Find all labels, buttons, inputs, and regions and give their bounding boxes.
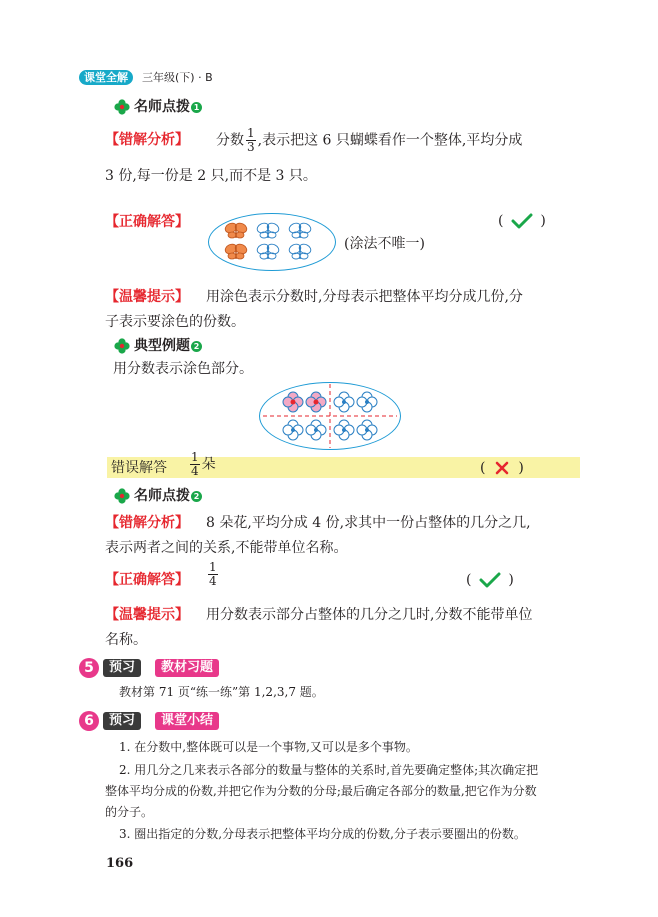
preview-tag: 预习: [103, 712, 141, 730]
section2-heading: 名师点拨 2: [134, 487, 202, 505]
section1-heading: 名师点拨 1: [134, 98, 202, 116]
error-analysis-line2: 表示两者之间的关系,不能带单位名称。: [105, 540, 348, 556]
flower-group: [259, 382, 402, 451]
summary-item: 的分子。: [105, 805, 154, 819]
section-number-5: 5: [79, 658, 99, 678]
wrong-mark: ( ): [480, 460, 524, 476]
summary-item: 2. 用几分之几来表示各部分的数量与整体的关系时,首先要确定整体;其次确定把: [119, 763, 539, 777]
page-number: 166: [106, 856, 134, 871]
wrong-answer-value: $\frac{1}{4}$ 朵: [191, 450, 216, 478]
error-analysis-line2: 3 份,每一份是 2 只,而不是 3 只。: [105, 168, 317, 184]
tip-line1: 用分数表示部分占整体的几分之几时,分数不能带单位: [206, 607, 533, 623]
section-number-6: 6: [79, 711, 99, 731]
summary-item: 1. 在分数中,整体既可以是一个事物,又可以是多个事物。: [119, 740, 418, 754]
correct-mark: ( ): [498, 213, 546, 229]
fraction: $\frac{1}{3}$: [247, 126, 255, 154]
wrong-answer-label: 错误解答: [111, 460, 167, 476]
flower-icon: [306, 420, 326, 440]
butterfly-icon: [224, 242, 249, 259]
tip-line2: 子表示要涂色的份数。: [105, 314, 245, 330]
error-analysis-label: 【错解分析】: [105, 515, 189, 531]
butterfly-icon: [256, 242, 281, 259]
butterfly-icon: [288, 242, 313, 259]
check-icon: [511, 213, 533, 229]
flower-icon: [334, 392, 354, 412]
clover-icon: [114, 338, 130, 354]
tip-line1: 用涂色表示分数时,分母表示把整体平均分成几份,分: [206, 289, 523, 305]
class-summary-tag: 课堂小结: [155, 712, 219, 730]
butterfly-icon: [256, 221, 281, 238]
flower-icon: [334, 420, 354, 440]
summary-item: 整体平均分成的份数,并把它作为分数的分母;最后确定各部分的数量,把它作为分数: [105, 784, 537, 798]
correct-answer-fraction: $\frac{1}{4}$: [209, 560, 217, 588]
flower-icon: [357, 420, 377, 440]
butterfly-icon: [224, 221, 249, 238]
summary-item: 3. 圈出指定的分数,分母表示把整体平均分成的份数,分子表示要圈出的份数。: [119, 827, 526, 841]
tip-label: 【温馨提示】: [105, 607, 189, 623]
preview-tag: 预习: [103, 659, 141, 677]
correct-answer-label: 【正确解答】: [105, 572, 189, 588]
example-heading: 典型例题 2: [134, 337, 202, 355]
check-icon: [479, 572, 501, 588]
tip-line2: 名称。: [105, 632, 147, 648]
brand-badge: 课堂全解: [79, 70, 133, 85]
cross-icon: [494, 461, 510, 475]
clover-icon: [114, 488, 130, 504]
flower-icon: [283, 392, 303, 412]
tip-label: 【温馨提示】: [105, 289, 189, 305]
flower-icon: [306, 392, 326, 412]
drawing-note: (涂法不唯一): [344, 236, 425, 252]
butterfly-group: [218, 218, 328, 264]
textbook-exercises-text: 教材第 71 页“练一练”第 1,2,3,7 题。: [119, 685, 324, 699]
example-question: 用分数表示涂色部分。: [113, 361, 253, 377]
clover-icon: [114, 99, 130, 115]
error-analysis-line1: 8 朵花,平均分成 4 份,求其中一份占整体的几分之几,: [206, 515, 531, 531]
flower-icon: [283, 420, 303, 440]
grade-label: 三年级(下) · B: [142, 71, 213, 84]
error-analysis-label: 【错解分析】: [105, 132, 189, 148]
error-analysis-text: 分数 $\frac{1}{3}$ ,表示把这 6 只蝴蝶看作一个整体,平均分成: [216, 126, 523, 154]
correct-answer-label: 【正确解答】: [105, 214, 189, 230]
flower-icon: [357, 392, 377, 412]
butterfly-icon: [288, 221, 313, 238]
textbook-exercises-tag: 教材习题: [155, 659, 219, 677]
correct-mark: ( ): [466, 572, 514, 588]
